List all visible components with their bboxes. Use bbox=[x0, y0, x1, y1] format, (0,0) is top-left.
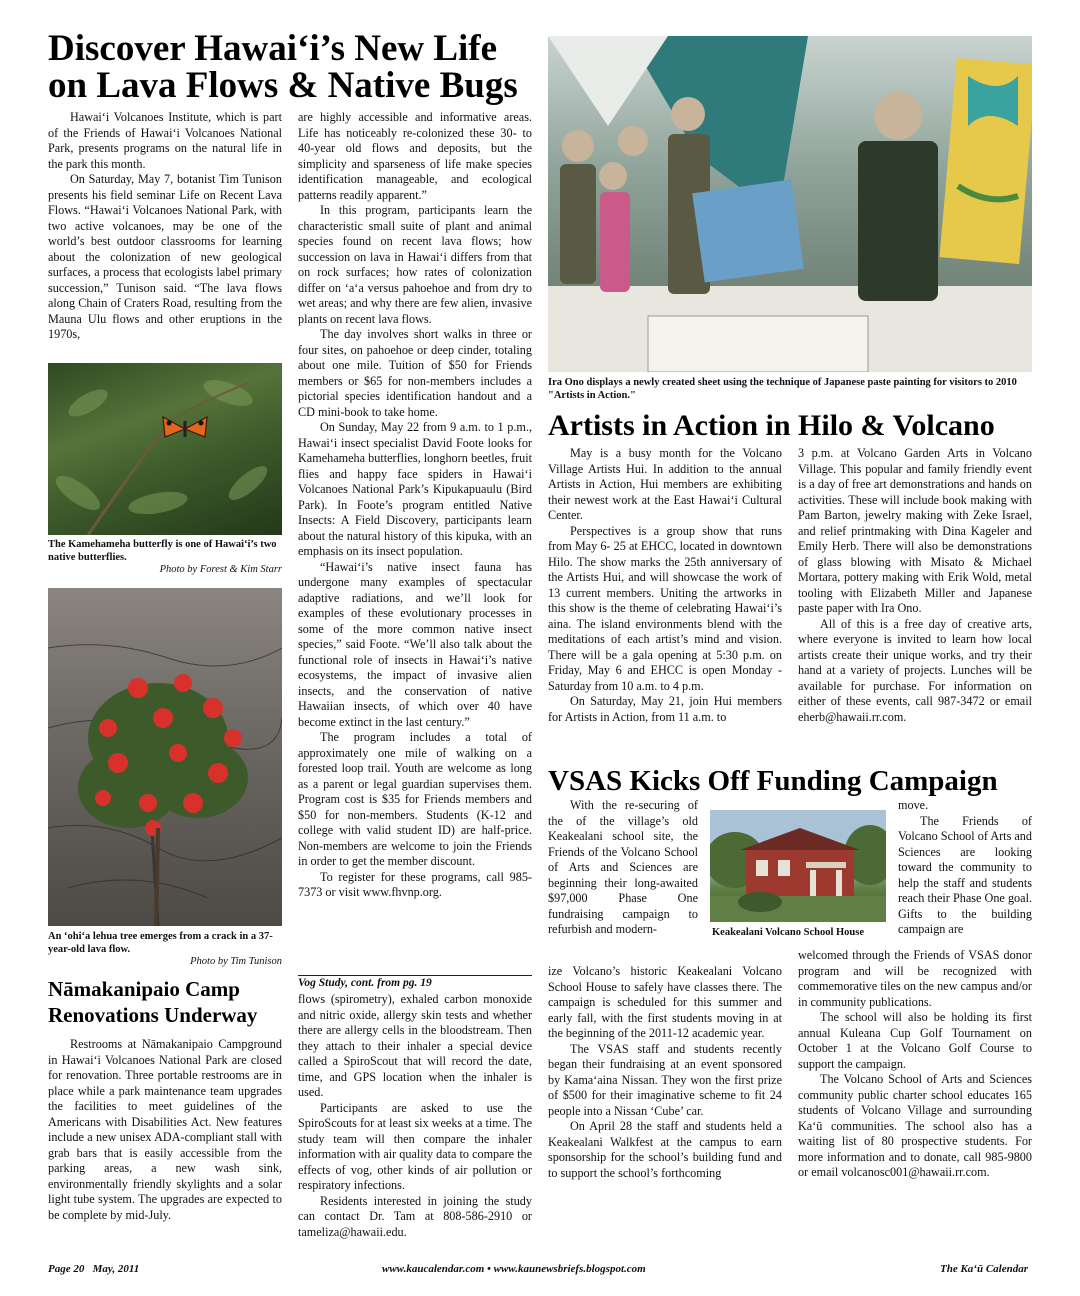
paragraph: In this program, participants learn the characteristic small suite of plant and animal species found on recent lava flows; how succession on lava in Hawai‘i differs from that on rock surfaces; how rates of colonization differ on ‘a‘a versus pahoehoe and from dry to wet areas; and why there are few alien, invasive plants on recent lava flows. bbox=[298, 203, 532, 326]
lehua-caption: An ‘ohi‘a lehua tree emerges from a crack in a 37-year-old lava flow. bbox=[48, 931, 273, 955]
headline-namakanipaio: Nāmakanipaio Camp Renovations Underway bbox=[48, 977, 258, 1027]
vsas-col2-rest bbox=[798, 948, 1032, 1181]
butterfly-icon bbox=[48, 363, 282, 535]
vog-continued-label: Vog Study, cont. from pg. 19 bbox=[298, 977, 432, 989]
paragraph: flows (spirometry), exhaled carbon monoxide and nitric oxide, allergy skin tests and whether there are allergy cells in the bloodstream. Then they attach to their inhaler a special device called a SpiroScout that will record the date, time, and GPS location when the inhaler is used. bbox=[298, 992, 532, 1099]
paragraph: With the re-securing of the of the village’s old Keakealani school site, the Friends of the Volcano School of Arts and Sciences are beginning their long-awaited $97,000 Phase One fundraising campaign to refurbish and modern- bbox=[548, 798, 698, 936]
paragraph: ize Volcano’s historic Keakealani Volcano School House to safely have classes there. The campaign is scheduled for this summer and early fall, with the first students moving in at the beginning of the 2011-12 academic year. bbox=[548, 964, 782, 1040]
paragraph: move. bbox=[898, 798, 929, 812]
paragraph: are highly accessible and informative areas. Life has noticeably re-colonized these 30- to 40-year old flows and deposits, but the simplicity and sparseness of life make species identification manageable, and ecological patterns readily apparent.” bbox=[298, 110, 532, 202]
paragraph: May is a busy month for the Volcano Village Artists Hui. In addition to the annual Artists in Action, Hui members are exhibiting their newest work at the East Hawai‘i Cultural Center. bbox=[548, 446, 782, 522]
school-house-icon bbox=[710, 810, 886, 922]
school-photo-caption: Keakealani Volcano School House bbox=[712, 927, 864, 938]
artists-photo-caption: Ira Ono displays a newly created sheet using the technique of Japanese paste painting for visitors to 2010 "Artists in Action." bbox=[548, 377, 1017, 401]
page-number: Page 20 bbox=[48, 1263, 85, 1275]
article1-col1 bbox=[48, 110, 282, 343]
artist-display-icon bbox=[548, 36, 1032, 372]
headline-vsas: VSAS Kicks Off Funding Campaign bbox=[548, 765, 998, 797]
footer-publication: The Ka‘ū Calendar bbox=[939, 1263, 1028, 1275]
paragraph: The Volcano School of Arts and Sciences community public charter school educates 165 students of Volcano Village and surrounding Ka‘ū communities. The school also has a waiting list of 80 prospective students. For more information and to donate, call 985-9800 or email volcanosc001@hawaii.rr.com. bbox=[798, 1072, 1032, 1179]
section-divider bbox=[298, 975, 532, 976]
headline-lava-flows: Discover Hawai‘i’s New Life on Lava Flows & Native Bugs bbox=[48, 28, 518, 106]
paragraph: On Saturday, May 21, join Hui members for Artists in Action, from 11 a.m. to bbox=[548, 694, 782, 724]
butterfly-photo bbox=[48, 363, 282, 535]
paragraph: The VSAS staff and students recently began their fundraising at an event sponsored by Kama‘aina Nissan. They won the first prize of $500 for their imaginative scheme to fit 24 people into a Nissan ‘Cube’ car. bbox=[548, 1041, 782, 1118]
vog-body bbox=[298, 992, 532, 1240]
lehua-photo bbox=[48, 588, 282, 926]
paragraph: To register for these programs, call 985-7373 or visit www.fhvnp.org. bbox=[298, 869, 532, 899]
paragraph: “Hawai‘i’s native insect fauna has undergone many examples of spectacular adaptive radiations, and we’ll look for examples of these evolutionary processes in some of the more common native insect species,” said Foote. “We’ll also talk about the functional role of insects in Hawai‘i’s native ecosystems, the impact of invasive alien insects, and the conservation of native Hawaiian insects, of which over 40 have become extinct in the last century.” bbox=[298, 559, 532, 729]
paragraph: All of this is a free day of creative arts, where everyone is invited to learn how local artists create their unique works, and try their hand at a variety of projects. Lunches will be available for purchase. For information on either of these events, call 987-3472 or email eherb@hawaii.rr.com. bbox=[798, 616, 1032, 724]
paragraph: Perspectives is a group show that runs from May 6- 25 at EHCC, located in downtown Hilo. The show marks the 25th anniversary of the Artists Hui, and will showcase the work of 13 current members. Uniting the artworks in this show is the theme of celebrating Hawai‘i’s aina. The island environments blend with the meditations of each artist’s mind and vision. There will be a gala opening at 5:30 p.m. on Friday, May 6 and EHCC is open Monday - Saturday from 10 a.m. to 4 p.m. bbox=[548, 523, 782, 693]
vsas-col1-rest bbox=[548, 964, 782, 1181]
lehua-credit: Photo by Tim Tunison bbox=[190, 956, 282, 967]
footer-page bbox=[48, 1263, 139, 1275]
school-house-photo bbox=[710, 810, 886, 922]
paragraph: The program includes a total of approximately one mile of walking on a forested loop trail. Youth are welcome as long as a parent or legal guardian supervises them. Program cost is $35 for Friends members and $50 for non-members. Students (K-12 and college with valid student ID) are half-price. Non-members are welcome to join the Friends in order to get the member discount. bbox=[298, 730, 532, 868]
paragraph: The school will also be holding its first annual Kuleana Cup Golf Tournament on October 1 at the Volcano Golf Course to support the campaign. bbox=[798, 1010, 1032, 1071]
paragraph: On Saturday, May 7, botanist Tim Tunison presents his field seminar Life on Recent Lava Flows. “Hawai‘i Volcanoes National Park, with two active volcanoes, may be one of the world’s best outdoor classrooms for learning about the colonization of new geological surfaces, a process that ecologists label primary succession,” Tunison said. “The lava flows along Chain of Craters Road, resulting from the Mauna Ulu flows and other eruptions in the 1970s, bbox=[48, 172, 282, 341]
issue-date: May, 2011 bbox=[92, 1263, 140, 1275]
paragraph: Restrooms at Nāmakanipaio Campground in Hawai‘i Volcanoes National Park are closed for renovation. Three portable restrooms are in place while a park maintenance team upgrades the facilities to meet guidelines of the Americans with Disabilities Act. New features include a new unisex ADA-compliant stall with grab bars that is easily accessible from the parking areas, a new wash sink, environmentally friendly skylights and a solar light tube system. The upgrades are expected to be complete by mid-July. bbox=[48, 1037, 282, 1222]
paragraph: On April 28 the staff and students held a Keakealani Walkfest at the campus to earn sponsorship for the school’s building fund and to support the school’s forthcoming bbox=[548, 1119, 782, 1180]
paragraph: Residents interested in joining the study can contact Dr. Tam at 808-586-2910 or tameliza@hawaii.edu. bbox=[298, 1193, 532, 1239]
butterfly-credit: Photo by Forest & Kim Starr bbox=[159, 564, 282, 575]
butterfly-caption: The Kamehameha butterfly is one of Hawai‘i’s two native butterflies. bbox=[48, 539, 277, 563]
article1-col2 bbox=[298, 110, 532, 901]
lehua-tree-icon bbox=[48, 588, 282, 926]
artists-col2 bbox=[798, 446, 1032, 725]
vsas-col2-top bbox=[898, 798, 1032, 938]
paragraph: welcomed through the Friends of VSAS donor program and will be recognized with commemorative tiles on the new campus and/or in community publications. bbox=[798, 948, 1032, 1009]
footer-urls: www.kaucalendar.com • www.kaunewsbriefs.blogspot.com bbox=[382, 1263, 646, 1275]
paragraph: Participants are asked to use the SpiroScouts for at least six weeks at a time. The study team will then compare the inhaler information with air quality data to compare the effects of vog, other kinds of air pollution or respiratory infections. bbox=[298, 1100, 532, 1192]
paragraph: 3 p.m. at Volcano Garden Arts in Volcano Village. This popular and family friendly event is a day of free art demonstrations and hands on activities. These will include book making with Pam Barton, jewelry making with Zeke Israel, and relief printmaking with Dina Kageler and Emily Herb. There will also be demonstrations of glass blowing with Misato & Michael Mortara, pottery making with Erik Wold, metal tooling with Elizabeth Miller and Japanese paste paper with Ira Ono. bbox=[798, 446, 1032, 615]
artists-col1 bbox=[548, 446, 782, 725]
vsas-col1-top bbox=[548, 798, 698, 938]
headline-artists: Artists in Action in Hilo & Volcano bbox=[548, 409, 995, 442]
paragraph: On Sunday, May 22 from 9 a.m. to 1 p.m., Hawai‘i insect specialist David Foote looks for Kamehameha butterflies, longhorn beetles, fruit flies and happy face spiders in Hawai‘i Volcanoes National Park’s Kipukapuaulu (Bird Park). In Foote’s program entitled Native Insects: A Field Discovery, participants learn about the natural history of this kipuka, with an emphasis on its insect population. bbox=[298, 420, 532, 558]
paragraph: The Friends of Volcano School of Arts and Sciences are looking toward the community to help the staff and students reach their Phase One goal. Gifts to the building campaign are bbox=[898, 813, 1032, 936]
paragraph: Hawai‘i Volcanoes Institute, which is part of the Friends of Hawai‘i Volcanoes National Park, presents programs on the natural life in the park this month. bbox=[48, 110, 282, 171]
article2-body bbox=[48, 1037, 282, 1223]
artists-photo bbox=[548, 36, 1032, 372]
paragraph: The day involves short walks in three or four sites, on pahoehoe or deep cinder, totaling about one mile. Tuition of $50 for Friends members or $65 for non-members includes a pictorial species identification handout and a CD mini-book to take home. bbox=[298, 327, 532, 419]
